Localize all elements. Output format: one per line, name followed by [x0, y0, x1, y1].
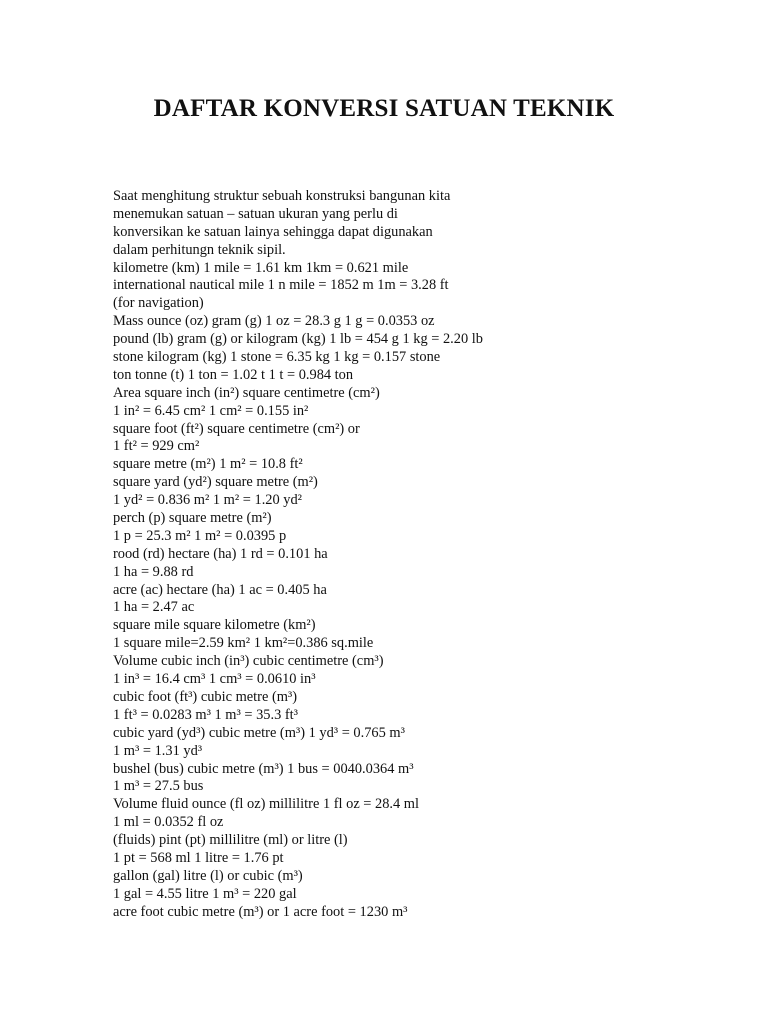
body-line: 1 m³ = 1.31 yd³ [113, 742, 203, 759]
body-line: acre (ac) hectare (ha) 1 ac = 0.405 ha [113, 581, 327, 598]
body-line: kilometre (km) 1 mile = 1.61 km 1km = 0.621 mile [113, 259, 409, 276]
body-line: 1 m³ = 27.5 bus [113, 778, 204, 795]
document-body [113, 188, 673, 922]
body-line: 1 ml = 0.0352 fl oz [113, 814, 224, 831]
body-line: acre foot cubic metre (m³) or 1 acre foot = 1230 m³ [113, 903, 408, 920]
body-line: pound (lb) gram (g) or kilogram (kg) 1 lb = 454 g 1 kg = 2.20 lb [113, 331, 483, 348]
body-line: 1 ft³ = 0.0283 m³ 1 m³ = 35.3 ft³ [113, 706, 298, 723]
body-line: cubic foot (ft³) cubic metre (m³) [113, 688, 298, 705]
body-line: 1 ha = 2.47 ac [113, 599, 195, 616]
body-line: perch (p) square metre (m²) [113, 510, 272, 527]
body-line: 1 p = 25.3 m² 1 m² = 0.0395 p [113, 527, 287, 544]
body-line: rood (rd) hectare (ha) 1 rd = 0.101 ha [113, 545, 328, 562]
body-line: stone kilogram (kg) 1 stone = 6.35 kg 1 kg = 0.157 stone [113, 349, 441, 366]
body-line: square mile square kilometre (km²) [113, 617, 316, 634]
body-line: cubic yard (yd³) cubic metre (m³) 1 yd³ = 0.765 m³ [113, 724, 405, 741]
document-title: DAFTAR KONVERSI SATUAN TEKNIK [153, 95, 615, 122]
body-line: square metre (m²) 1 m² = 10.8 ft² [113, 456, 303, 473]
body-line: bushel (bus) cubic metre (m³) 1 bus = 0040.0364 m³ [113, 760, 414, 777]
body-line: 1 ha = 9.88 rd [113, 563, 194, 580]
body-line: menemukan satuan – satuan ukuran yang perlu di [113, 205, 398, 222]
body-line: (for navigation) [113, 295, 204, 312]
body-line: Volume cubic inch (in³) cubic centimetre (cm³) [113, 653, 384, 670]
body-line: 1 in² = 6.45 cm² 1 cm² = 0.155 in² [113, 402, 309, 419]
body-line: square foot (ft²) square centimetre (cm²) or [113, 420, 360, 437]
body-line: 1 ft² = 929 cm² [113, 438, 200, 455]
body-line: international nautical mile 1 n mile = 1852 m 1m = 3.28 ft [113, 277, 449, 294]
body-line: Mass ounce (oz) gram (g) 1 oz = 28.3 g 1 g = 0.0353 oz [113, 313, 435, 330]
body-line: 1 pt = 568 ml 1 litre = 1.76 pt [113, 849, 284, 866]
body-line: 1 square mile=2.59 km² 1 km²=0.386 sq.mile [113, 635, 374, 652]
body-line: square yard (yd²) square metre (m²) [113, 474, 318, 491]
body-line: Saat menghitung struktur sebuah konstruksi bangunan kita [113, 188, 451, 204]
body-line: ton tonne (t) 1 ton = 1.02 t 1 t = 0.984 ton [113, 366, 354, 383]
body-line: konversikan ke satuan lainya sehingga dapat digunakan [113, 223, 433, 240]
body-line: Volume fluid ounce (fl oz) millilitre 1 fl oz = 28.4 ml [113, 796, 419, 813]
body-line: 1 in³ = 16.4 cm³ 1 cm³ = 0.0610 in³ [113, 671, 316, 688]
body-line: 1 gal = 4.55 litre 1 m³ = 220 gal [113, 885, 297, 902]
body-line: dalam perhitungn teknik sipil. [113, 241, 286, 258]
body-line: Area square inch (in²) square centimetre (cm²) [113, 384, 380, 401]
body-line: (fluids) pint (pt) millilitre (ml) or litre (l) [113, 832, 348, 849]
body-line: gallon (gal) litre (l) or cubic (m³) [113, 867, 303, 884]
body-line: 1 yd² = 0.836 m² 1 m² = 1.20 yd² [113, 492, 302, 509]
